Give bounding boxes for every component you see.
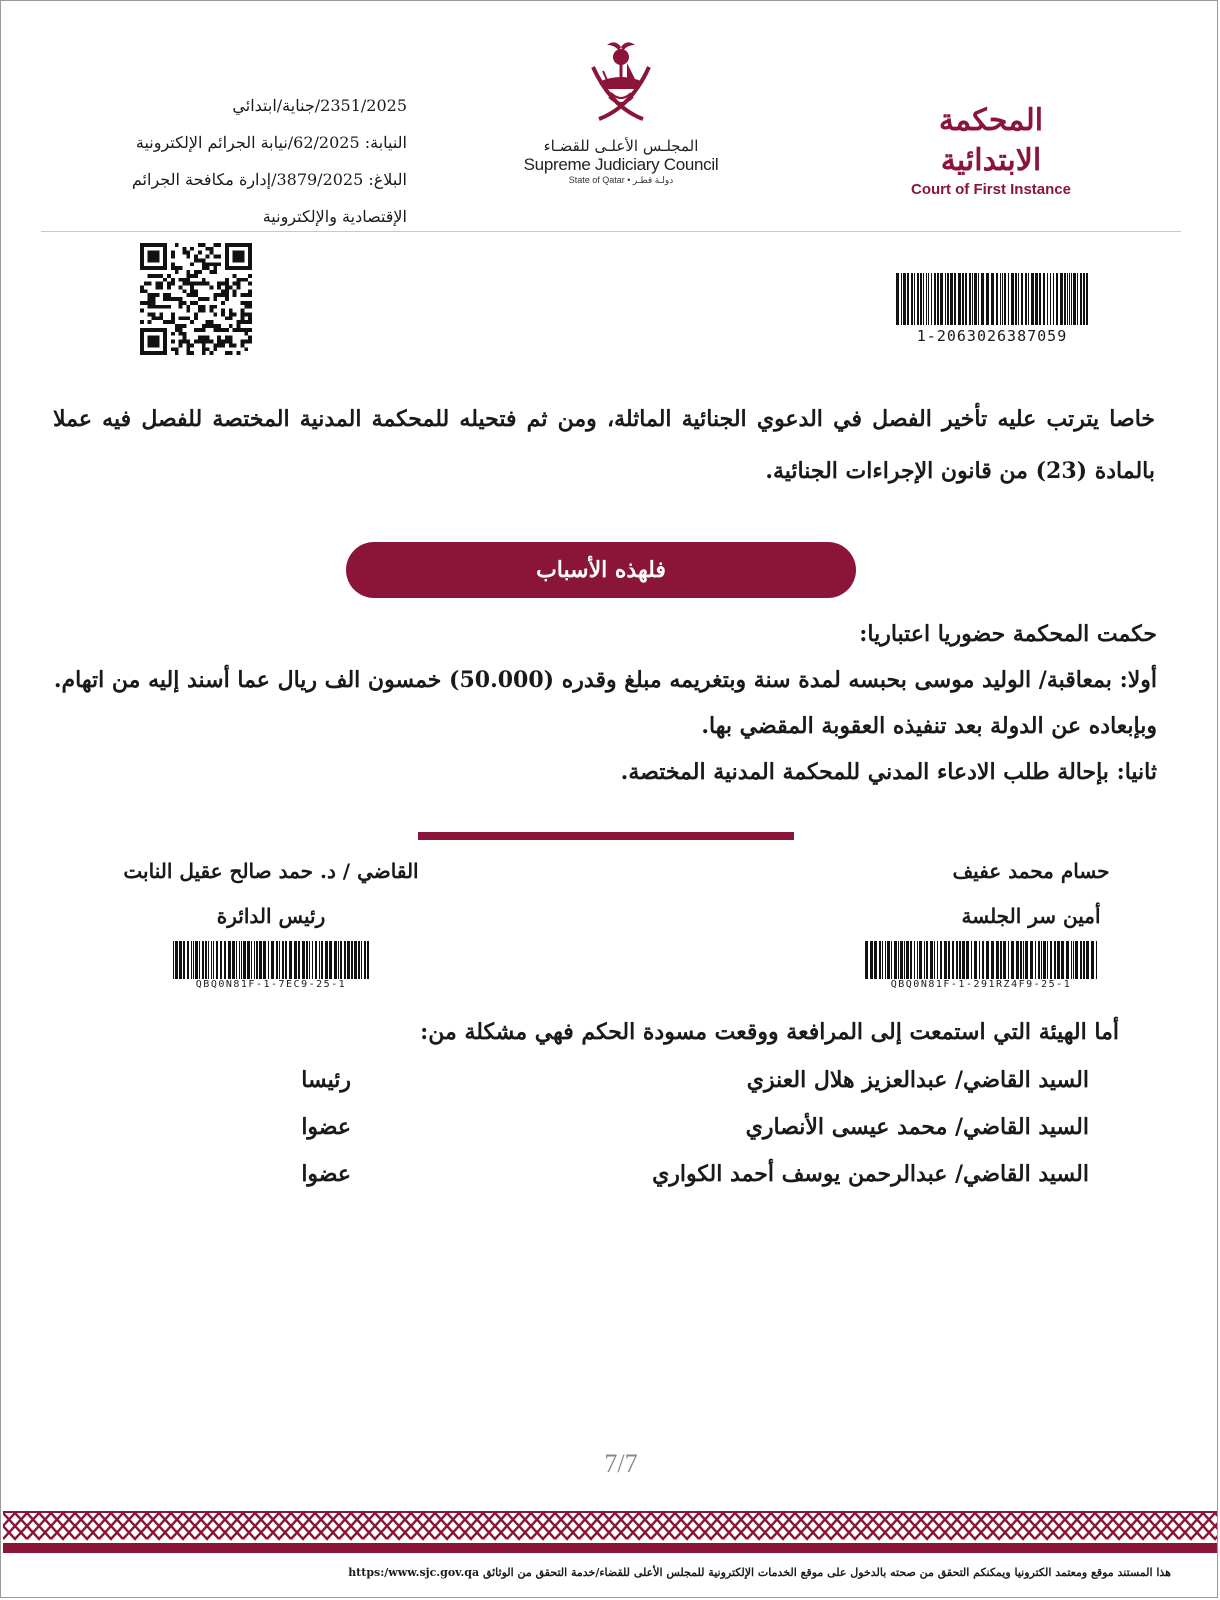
judge-code-text: QBQ0N81F-1-7EC9-25-1 [195,979,347,990]
ruling-second: ثانيا: بإحالة طلب الادعاء المدني للمحكمة المدنية المختصة. [620,759,1157,785]
section-banner: فلهذه الأسباب [346,542,856,598]
secretary-signature-code [865,941,1097,990]
barcode-number: 1-2063026387059 [916,327,1068,345]
qr-code-icon [140,243,252,355]
report-ref-line1: البلاغ: 3879/2025/إدارة مكافحة الجرائم [131,170,407,189]
ruling-deportation: وبإبعاده عن الدولة بعد تنفيذه العقوبة المقضي بها. [701,713,1157,739]
ruling-intro: حكمت المحكمة حضوريا اعتباريا: [859,621,1157,647]
judge-title: رئيس الدائرة [216,904,326,928]
panel-member-role: رئيسا [301,1067,351,1093]
qatar-emblem-icon [581,37,661,129]
secretary-name: حسام محمد عفيف [952,859,1110,883]
header-divider [41,231,1181,232]
court-name-ar: المحكمة الابتدائية [938,103,1044,178]
secretary-title: أمين سر الجلسة [961,904,1101,928]
barcode-icon [173,941,369,979]
case-reference [67,87,407,235]
barcode-icon [896,273,1088,325]
signature-divider [418,832,794,840]
court-logo [901,101,1081,198]
panel-member-name: السيد القاضي/ عبدالرحمن يوسف أحمد الكواري [652,1161,1089,1187]
panel-member-name: السيد القاضي/ محمد عيسى الأنصاري [745,1114,1089,1140]
council-name-ar: المجلـس الأعلـى للقضـاء [543,137,699,155]
panel-intro: أما الهيئة التي استمعت إلى المرافعة ووقعت مسودة الحكم فهي مشكلة من: [420,1019,1119,1045]
panel-member-name: السيد القاضي/ عبدالعزيز هلال العنزي [746,1067,1089,1093]
secretary-code-text: QBQ0N81F-1-291RZ4F9-25-1 [890,979,1072,990]
council-logo [521,37,721,186]
case-number: 2351/2025/جناية/ابتدائي [232,96,407,115]
page-number: 7/7 [604,1449,638,1478]
judge-signature-code [173,941,369,990]
panel-member-role: عضوا [301,1114,351,1140]
judge-name: القاضي / د. حمد صالح عقيل النابت [123,859,419,883]
council-name-en: Supreme Judiciary Council [523,155,719,174]
document-barcode [896,273,1088,345]
decorative-border-pattern [3,1509,1217,1555]
ruling-first: أولا: بمعاقبة/ الوليد موسى بحبسه لمدة سنة وبتغريمه مبلغ وقدره (50.000) خمسون الف ريال عما أسند إليه من اتهام. [53,667,1157,693]
prosecution-ref: النيابة: 62/2025/نيابة الجرائم الإلكترونية [135,133,407,152]
court-name-en: Court of First Instance [910,181,1071,198]
panel-member-role: عضوا [301,1161,351,1187]
report-ref-line2: الإقتصادية والإلكترونية [262,207,407,226]
barcode-icon [865,941,1097,979]
council-state: State of Qatar • دولـة قطـر [568,175,674,185]
verification-footer: هذا المستند موقع ومعتمد الكترونيا ويمكنكم التحقق من صحته بالدخول على موقع الخدمات الإلكترونية للمجلس الأعلى للقضاء/خدمة التحقق من الوثائق https:/www.sjc.gov.qa [348,1566,1171,1579]
reasoning-paragraph: خاصا يترتب عليه تأخير الفصل في الدعوي الجنائية الماثلة، ومن ثم فتحيله للمحكمة المدنية المختصة للفصل فيه عملا بالمادة (23) من قانون الإجراءات الجنائية. [53,406,1155,484]
